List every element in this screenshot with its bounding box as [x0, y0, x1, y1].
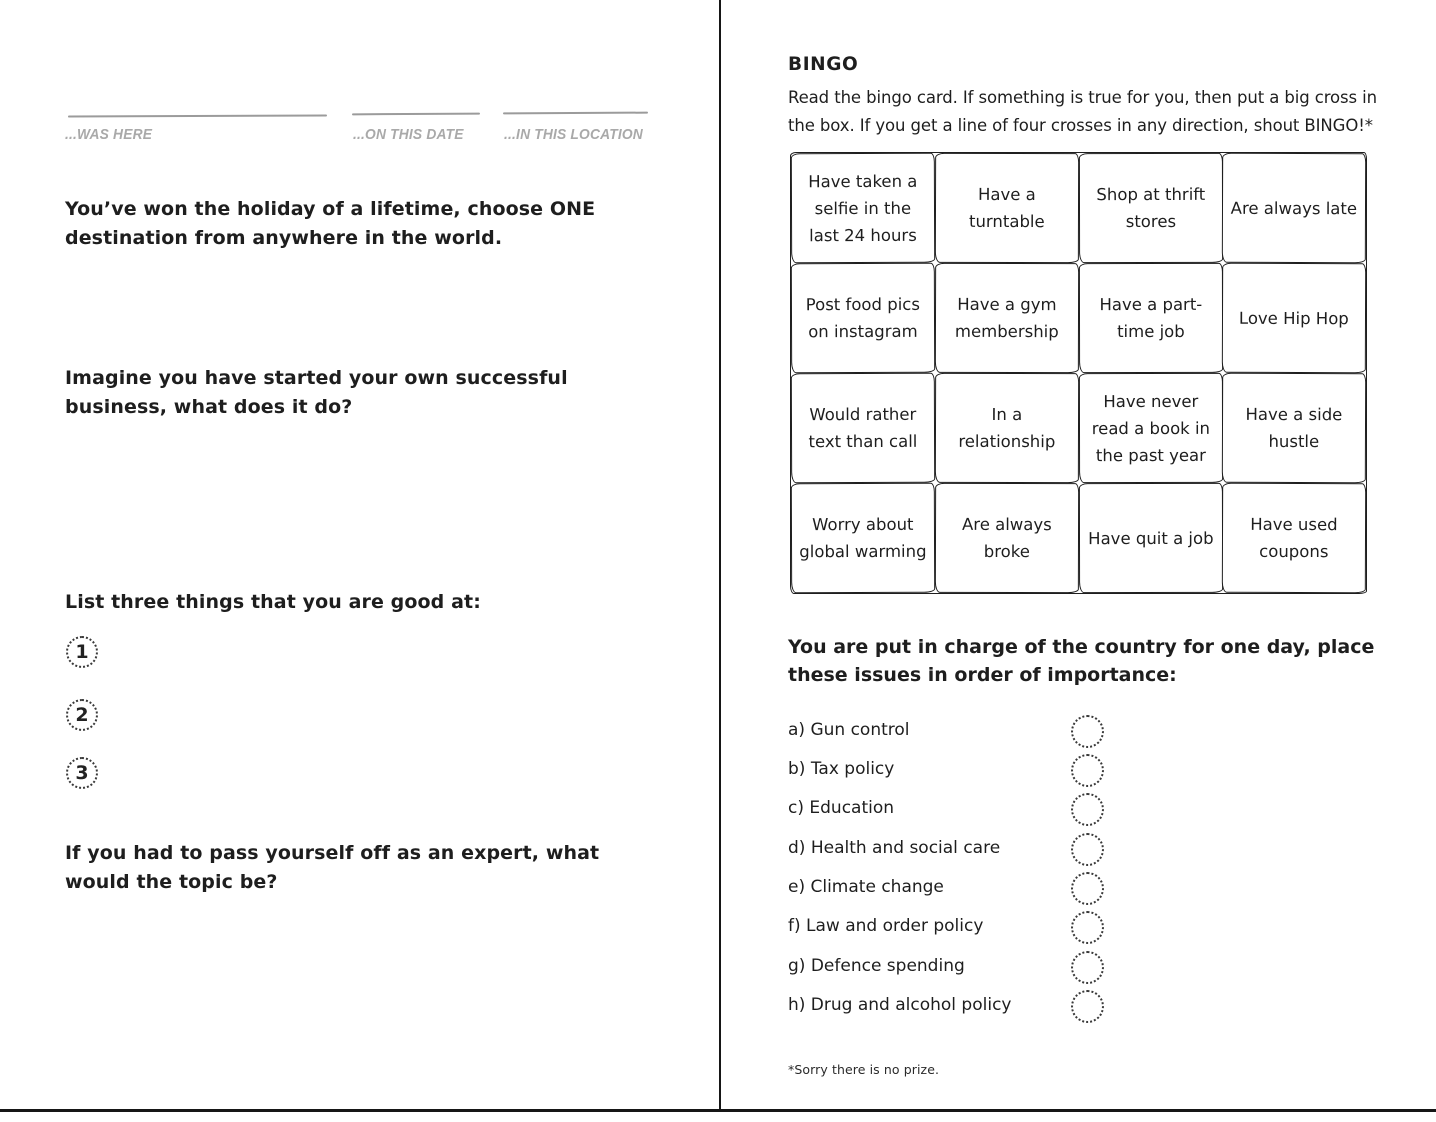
bingo-cell-r3c4[interactable]: Have a side hustle: [1222, 373, 1366, 484]
bottom-page-divider: [0, 1109, 1436, 1112]
bingo-cell-r2c3[interactable]: Have a part-time job: [1078, 263, 1222, 373]
bingo-cell-r2c4[interactable]: Love Hip Hop: [1222, 263, 1366, 374]
ranking-prompt: You are put in charge of the country for one day, place these issues in order of importance:: [788, 636, 1375, 686]
bingo-cell-r1c3[interactable]: Shop at thrift stores: [1078, 153, 1222, 263]
bingo-grid: [790, 152, 1367, 594]
in-this-location-fill-line[interactable]: [503, 112, 648, 115]
ranking-item-climate-change: e) Climate change: [788, 877, 944, 897]
question-good-at: List three things that you are good at:: [65, 591, 481, 613]
rank-circle-g[interactable]: [1071, 951, 1104, 984]
ranking-item-tax-policy: b) Tax policy: [788, 759, 895, 779]
list-number: 2: [75, 704, 89, 726]
rank-circle-f[interactable]: [1071, 911, 1104, 944]
in-this-location-label: ...IN THIS LOCATION: [504, 126, 643, 143]
bingo-cell-r4c1[interactable]: Worry about global warming: [791, 483, 935, 594]
bingo-cell-r4c2[interactable]: Are always broke: [935, 483, 1079, 593]
bingo-title: BINGO: [788, 54, 859, 75]
good-at-answer-circle-1[interactable]: [66, 636, 98, 668]
ranking-item-drug-alcohol: h) Drug and alcohol policy: [788, 995, 1012, 1015]
good-at-answer-circle-2[interactable]: [66, 699, 98, 731]
list-number: 1: [75, 641, 89, 663]
was-here-label: ...WAS HERE: [65, 126, 153, 143]
rank-circle-b[interactable]: [1071, 754, 1104, 787]
ranking-item-education: c) Education: [788, 798, 895, 818]
question-holiday: You’ve won the holiday of a lifetime, choose ONE destination from anywhere in the world.: [65, 198, 596, 249]
bingo-cell-r2c2[interactable]: Have a gym membership: [935, 263, 1079, 373]
bingo-cell-r2c1[interactable]: Post food pics on instagram: [791, 263, 935, 374]
rank-circle-h[interactable]: [1071, 990, 1104, 1023]
ranking-item-health-care: d) Health and social care: [788, 838, 1001, 858]
bingo-cell-r3c3[interactable]: Have never read a book in the past year: [1078, 373, 1222, 483]
list-number: 3: [75, 762, 89, 784]
bingo-cell-r4c3[interactable]: Have quit a job: [1078, 483, 1222, 593]
vertical-page-divider: [719, 0, 721, 1111]
on-this-date-label: ...ON THIS DATE: [353, 126, 464, 143]
rank-circle-a[interactable]: [1071, 715, 1104, 748]
rank-circle-d[interactable]: [1071, 833, 1104, 866]
bingo-instructions: Read the bingo card. If something is true for you, then put a big cross in the box. If you get a line of four crosses in any direction, shout BINGO!*: [788, 88, 1378, 135]
rank-circle-c[interactable]: [1071, 793, 1104, 826]
question-business: Imagine you have started your own successful business, what does it do?: [65, 367, 568, 418]
rank-circle-e[interactable]: [1071, 872, 1104, 905]
bingo-cell-r1c4[interactable]: Are always late: [1222, 153, 1366, 264]
bingo-cell-r4c4[interactable]: Have used coupons: [1222, 483, 1366, 594]
bingo-cell-r3c2[interactable]: In a relationship: [935, 373, 1079, 483]
bingo-cell-r1c2[interactable]: Have a turntable: [935, 153, 1079, 263]
on-this-date-fill-line[interactable]: [352, 113, 480, 116]
was-here-fill-line[interactable]: [68, 114, 327, 117]
bingo-footnote: *Sorry there is no prize.: [788, 1062, 940, 1077]
ranking-item-defence-spending: g) Defence spending: [788, 956, 965, 976]
ranking-item-law-order: f) Law and order policy: [788, 916, 984, 936]
ranking-item-gun-control: a) Gun control: [788, 720, 910, 740]
bingo-cell-r1c1[interactable]: Have taken a selfie in the last 24 hours: [791, 153, 935, 264]
bingo-cell-r3c1[interactable]: Would rather text than call: [791, 373, 935, 484]
good-at-answer-circle-3[interactable]: [66, 757, 98, 789]
question-expert: If you had to pass yourself off as an expert, what would the topic be?: [65, 842, 600, 893]
